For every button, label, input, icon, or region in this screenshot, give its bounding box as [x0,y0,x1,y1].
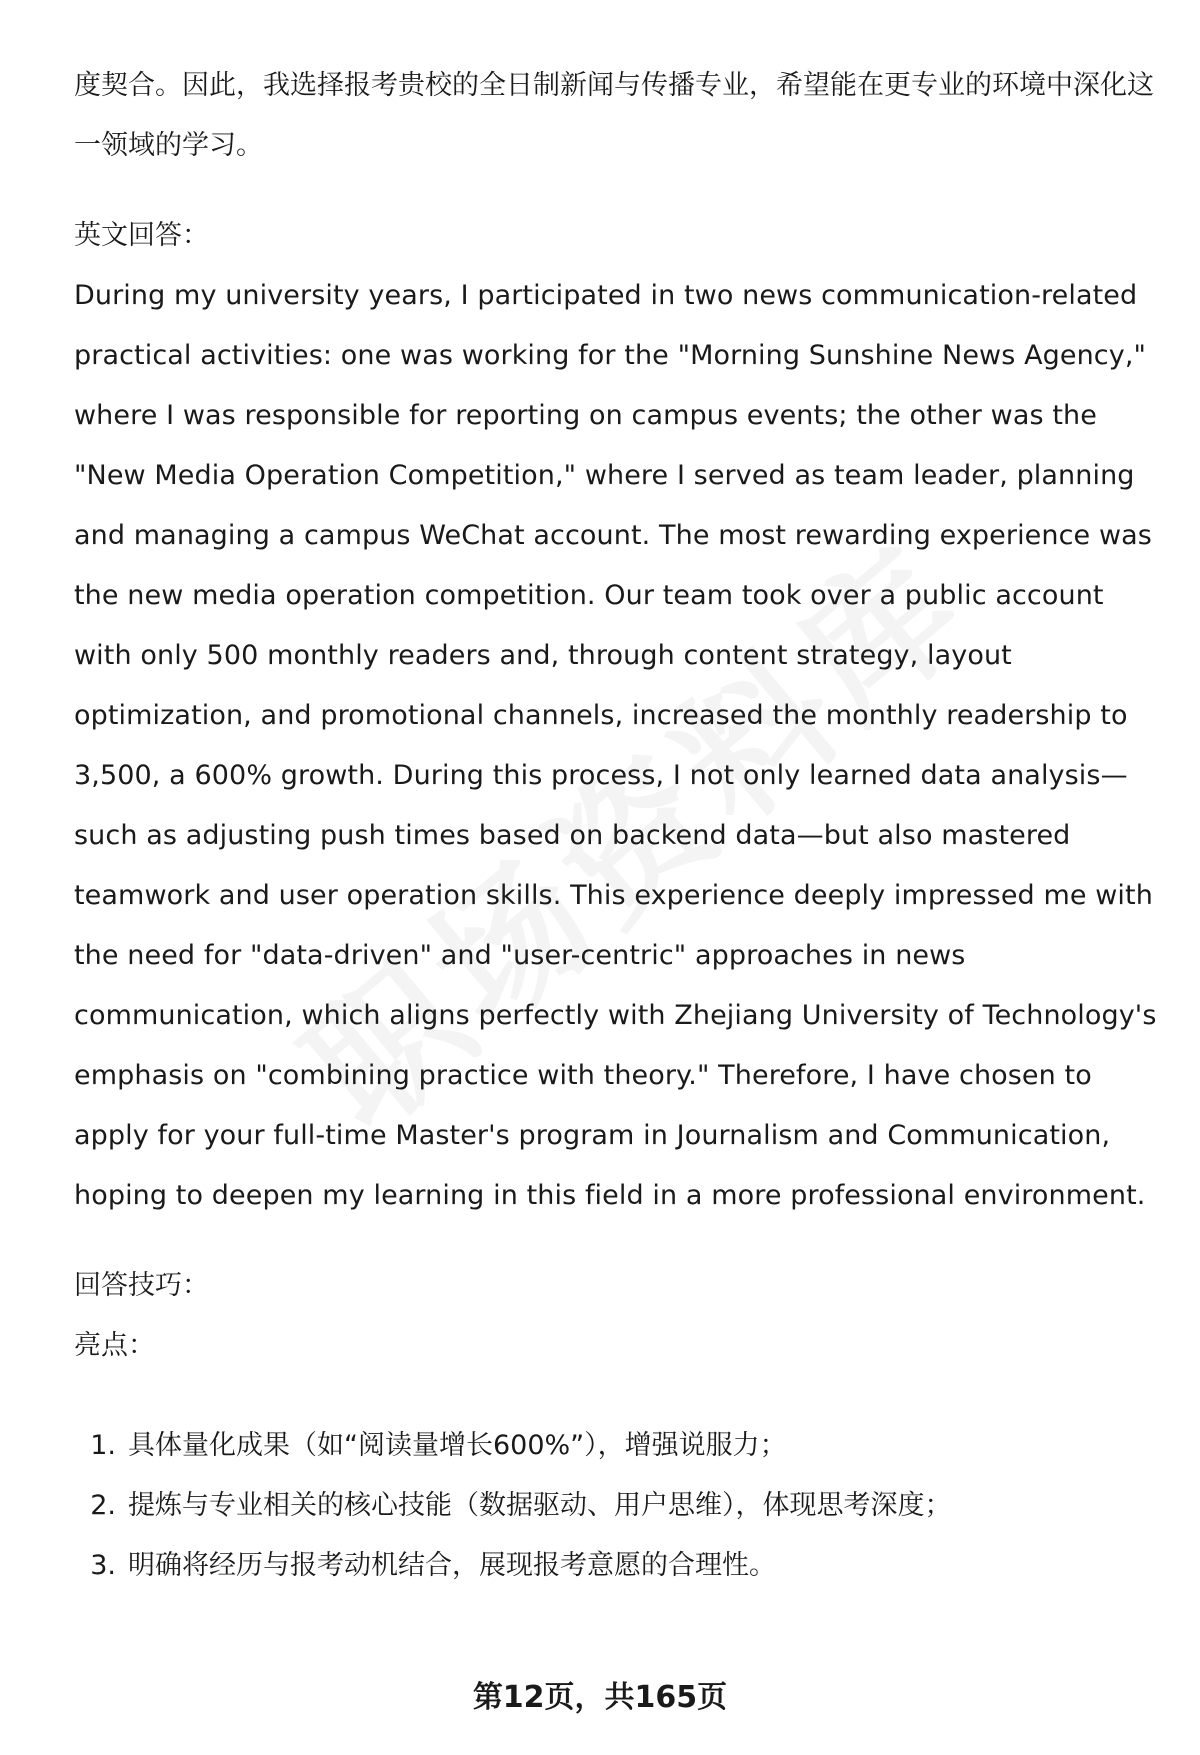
english-answer-label: 英文回答： [74,220,209,251]
highlights-list [74,1416,1164,1596]
page-number-footer: 第12页，共165页 [472,1680,728,1715]
list-item-text: 明确将经历与报考动机结合，展现报考意愿的合理性。 [128,1550,776,1581]
list-item [74,1536,1164,1596]
list-item-number: 2. [90,1490,116,1521]
list-item-number: 1. [90,1430,116,1461]
list-item [74,1476,1164,1536]
english-answer-paragraph: During my university years, I participated in two news communication-related practical activities: one was working for the "Morning Sunshine News Agency," where I was responsible for reporting on campus events; the other was the "New Media Operation Competition," where I served as team leader, planning and managing a campus WeChat account. The most rewarding experience was the new media operation competition. Our team took over a public account with only 500 monthly readers and, through content strategy, layout optimization, and promotional channels, increased the monthly readership to 3,500, a 600% growth. During this process, I not only learned data analysis—such as adjusting push times based on backend data—but also mastered teamwork and user operation skills. This experience deeply impressed me with the need for "data-driven" and "user-centric" approaches in news communication, which aligns perfectly with Zhejiang University of Technology's emphasis on "combining practice with theory." Therefore, I have chosen to apply for your full-time Master's program in Journalism and Communication, hoping to deepen my learning in this field in a more professional environment. [74,280,1157,1211]
list-item-number: 3. [90,1550,116,1581]
list-item-text: 具体量化成果（如“阅读量增长600%”），增强说服力； [128,1430,787,1461]
page-content [74,56,1164,1596]
list-item-text: 提炼与专业相关的核心技能（数据驱动、用户思维），体现思考深度； [128,1490,952,1521]
tips-label: 回答技巧： [74,1270,209,1301]
intro-paragraph: 度契合。因此，我选择报考贵校的全日制新闻与传播专业，希望能在更专业的环境中深化这一领域的学习。 [74,70,1154,161]
highlights-label: 亮点： [74,1330,155,1361]
list-item [74,1416,1164,1476]
